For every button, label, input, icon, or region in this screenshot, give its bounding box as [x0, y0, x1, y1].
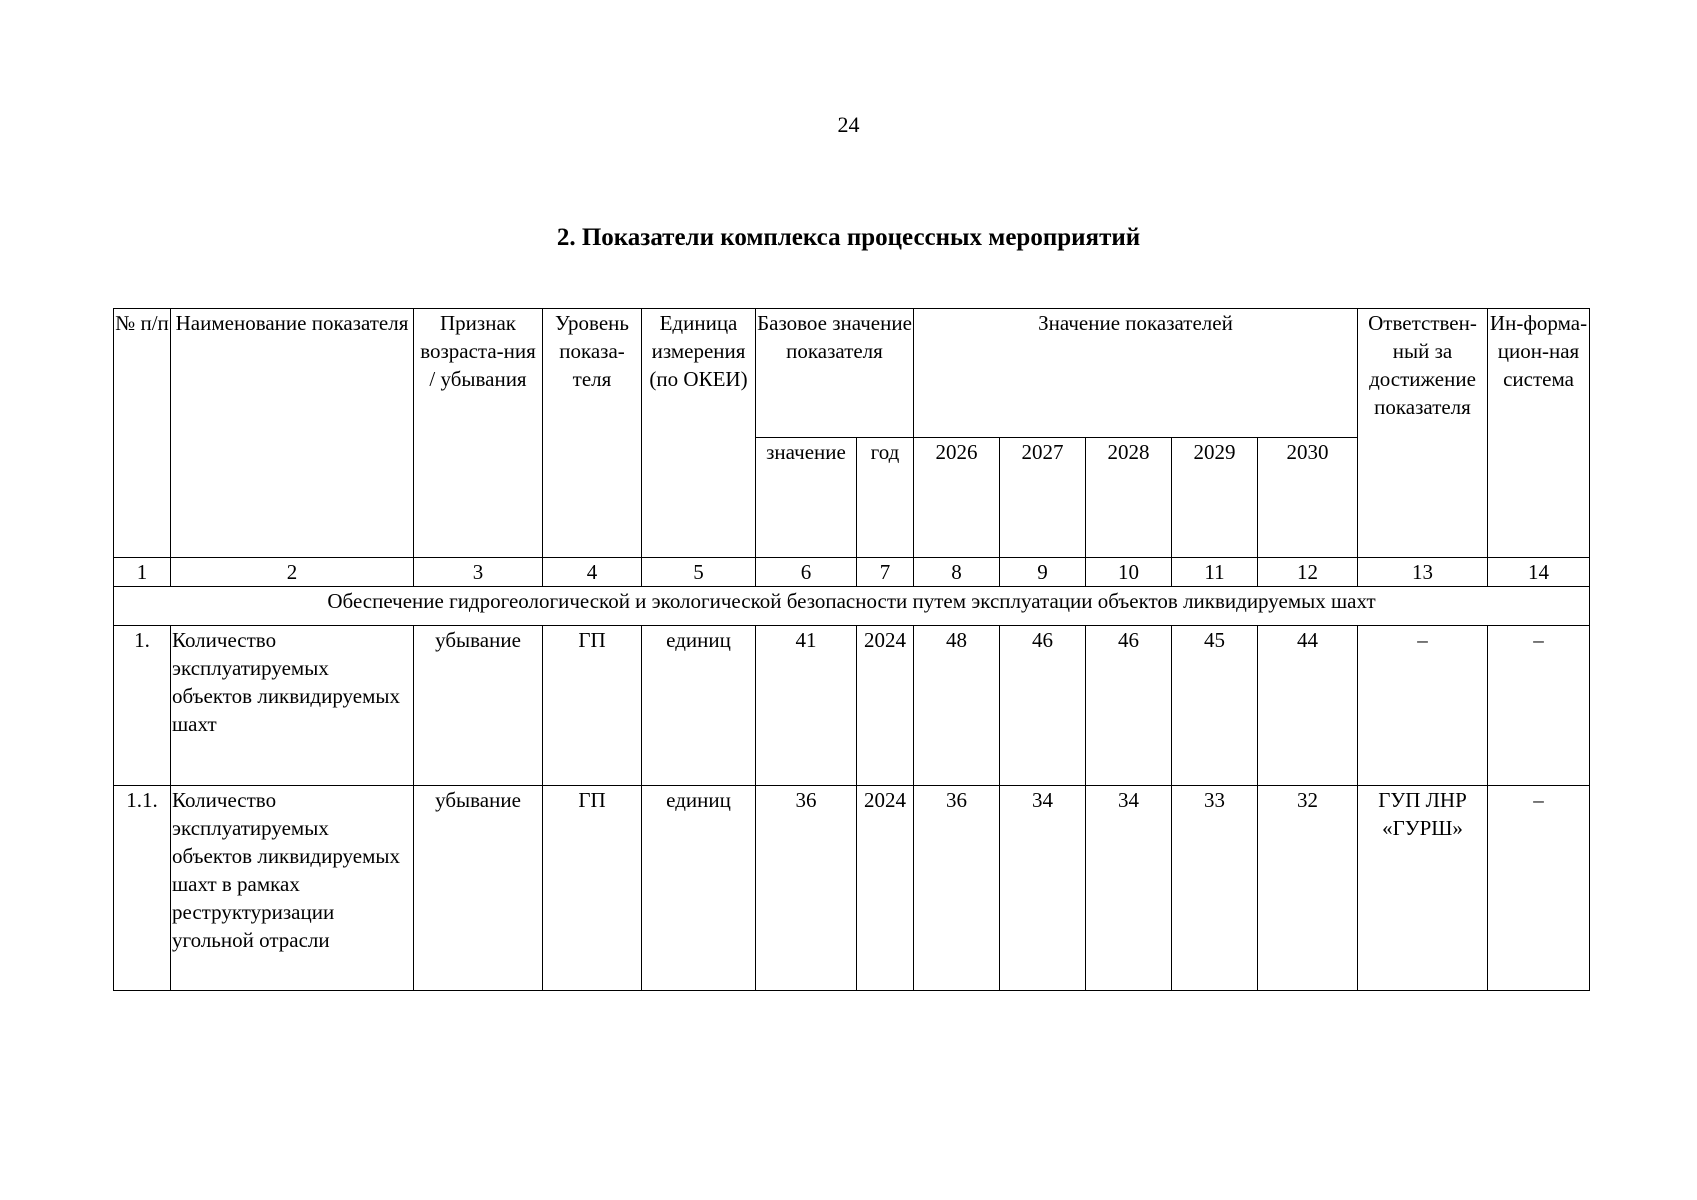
- table-row: [114, 786, 1590, 991]
- section-row: [114, 587, 1590, 626]
- header-base: Базовое значение показателя: [756, 309, 914, 438]
- row-trend: убывание: [414, 786, 543, 991]
- header-year-2027: 2027: [1000, 438, 1086, 558]
- row-level: ГП: [543, 786, 642, 991]
- column-number: 6: [756, 558, 857, 587]
- row-base-value: 41: [756, 626, 857, 786]
- header-year-2028: 2028: [1086, 438, 1172, 558]
- header-base-value: значение: [756, 438, 857, 558]
- row-base-year: 2024: [857, 786, 914, 991]
- row-responsible: –: [1358, 626, 1488, 786]
- column-number: 14: [1488, 558, 1590, 587]
- header-num: № п/п: [114, 309, 171, 558]
- row-num: 1.1.: [114, 786, 171, 991]
- header-name: Наименование показателя: [171, 309, 414, 558]
- row-unit: единиц: [642, 626, 756, 786]
- header-year-2029: 2029: [1172, 438, 1258, 558]
- row-value-2026: 36: [914, 786, 1000, 991]
- row-responsible: ГУП ЛНР «ГУРШ»: [1358, 786, 1488, 991]
- header-trend: Признак возраста-ния / убывания: [414, 309, 543, 558]
- column-number: 7: [857, 558, 914, 587]
- header-base-year: год: [857, 438, 914, 558]
- row-value-2028: 46: [1086, 626, 1172, 786]
- page-number: 24: [837, 112, 860, 137]
- row-value-2030: 32: [1258, 786, 1358, 991]
- header-values: Значение показателей: [914, 309, 1358, 438]
- row-base-year: 2024: [857, 626, 914, 786]
- row-name: Количество эксплуатируемых объектов ликвидируемых шахт в рамках реструктуризации угольной отрасли: [171, 786, 414, 991]
- row-num: 1.: [114, 626, 171, 786]
- column-number: 9: [1000, 558, 1086, 587]
- header-row-1: [114, 309, 1590, 438]
- row-value-2026: 48: [914, 626, 1000, 786]
- header-year-2026: 2026: [914, 438, 1000, 558]
- column-number: 3: [414, 558, 543, 587]
- row-level: ГП: [543, 626, 642, 786]
- header-unit: Единица измерения (по ОКЕИ): [642, 309, 756, 558]
- column-number: 12: [1258, 558, 1358, 587]
- column-number: 1: [114, 558, 171, 587]
- indicators-table: [113, 308, 1590, 991]
- row-unit: единиц: [642, 786, 756, 991]
- row-name: Количество эксплуатируемых объектов ликвидируемых шахт: [171, 626, 414, 786]
- table-row: [114, 626, 1590, 786]
- header-responsible: Ответствен-ный за достижение показателя: [1358, 309, 1488, 558]
- column-number: 4: [543, 558, 642, 587]
- header-infosys: Ин-форма-цион-ная система: [1488, 309, 1590, 558]
- column-numbers-row: [114, 558, 1590, 587]
- page-title: 2. Показатели комплекса процессных мероприятий: [556, 224, 1141, 251]
- row-value-2029: 33: [1172, 786, 1258, 991]
- header-year-2030: 2030: [1258, 438, 1358, 558]
- row-infosys: –: [1488, 786, 1590, 991]
- column-number: 11: [1172, 558, 1258, 587]
- row-value-2027: 34: [1000, 786, 1086, 991]
- row-trend: убывание: [414, 626, 543, 786]
- column-number: 5: [642, 558, 756, 587]
- column-number: 10: [1086, 558, 1172, 587]
- row-value-2030: 44: [1258, 626, 1358, 786]
- section-title: Обеспечение гидрогеологической и экологической безопасности путем эксплуатации объектов ликвидируемых шахт: [114, 587, 1590, 626]
- header-level: Уровень показа-теля: [543, 309, 642, 558]
- row-value-2028: 34: [1086, 786, 1172, 991]
- row-value-2029: 45: [1172, 626, 1258, 786]
- column-number: 8: [914, 558, 1000, 587]
- column-number: 13: [1358, 558, 1488, 587]
- row-infosys: –: [1488, 626, 1590, 786]
- row-base-value: 36: [756, 786, 857, 991]
- column-number: 2: [171, 558, 414, 587]
- row-value-2027: 46: [1000, 626, 1086, 786]
